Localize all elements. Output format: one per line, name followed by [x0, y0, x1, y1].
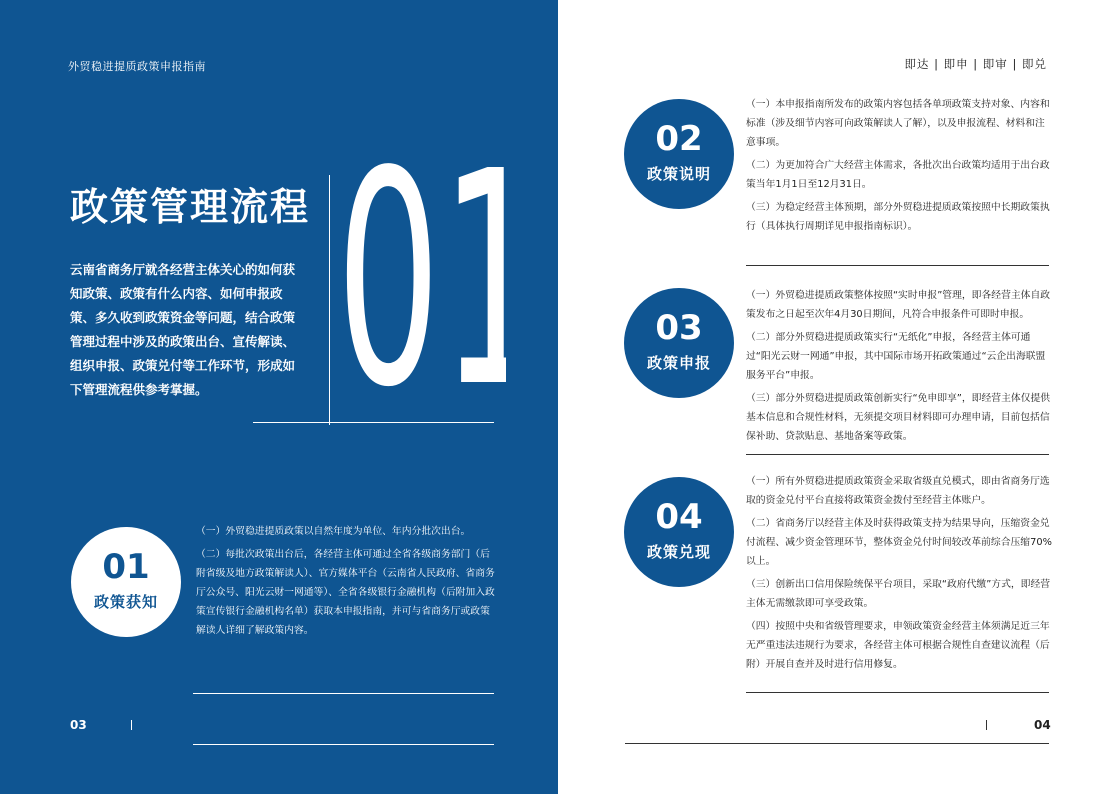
paragraph: （一）本申报指南所发布的政策内容包括各单项政策支持对象、内容和标准（涉及细节内容可向政策解读人了解），以及申报流程、材料和注意事项。	[746, 99, 1050, 148]
section-number: 01	[102, 547, 150, 587]
paragraph: （二）部分外贸稳进提质政策实行“无纸化”申报，各经营主体可通过“阳光云财一网通”申报，其中国际市场开拓政策通过“云企出海联盟服务平台”申报。	[746, 332, 1046, 381]
paragraph: （二）每批次政策出台后，各经营主体可通过全省各级商务部门（后附省级及地方政策解读人）、官方媒体平台（云南省人民政府、省商务厅公众号、阳光云财一网通等）、全省各级银行金融机构（后附加入政策宣传银行金融机构名单）获取本申报指南，并可与省商务厅或政策解读人详细了解政策内容。	[196, 549, 495, 636]
left-page	[0, 0, 558, 794]
big-number-text	[336, 160, 506, 390]
section-label: 政策获知	[93, 593, 158, 611]
horizontal-divider	[746, 454, 1049, 455]
paragraph: （一）外贸稳进提质政策以自然年度为单位、年内分批次出台。	[196, 526, 471, 537]
vertical-divider	[329, 175, 330, 425]
section-label: 政策申报	[646, 354, 711, 372]
horizontal-divider-top	[253, 422, 494, 423]
footer-tick	[131, 720, 132, 730]
section-04-text	[746, 472, 1052, 678]
page-title: 政策管理流程	[70, 185, 311, 229]
paragraph: （三）为稳定经营主体预期，部分外贸稳进提质政策按照中长期政策执行（具体执行周期详见申报指南标识）。	[746, 202, 1050, 232]
horizontal-divider	[746, 692, 1049, 693]
horizontal-divider	[746, 265, 1049, 266]
section-03-badge	[624, 288, 734, 398]
footer-line	[625, 743, 1049, 744]
section-02-text	[746, 95, 1052, 240]
paragraph: （三）部分外贸稳进提质政策创新实行“免申即享”，即经营主体仅提供基本信息和合规性材料，无须提交项目材料即可办理申请，目前包括信保补助、贷款贴息、基地备案等政策。	[746, 393, 1051, 442]
paragraph: （四）按照中央和省级管理要求，申领政策资金经营主体须满足近三年无严重违法违规行为要求，各经营主体可根据合规性自查建议流程（后附）开展自查并及时进行信用修复。	[746, 621, 1050, 670]
page-number-left: 03	[70, 718, 87, 732]
section-01-text	[196, 522, 496, 644]
footer-tick	[986, 720, 987, 730]
section-label: 政策说明	[646, 165, 711, 183]
section-number: 03	[655, 308, 703, 348]
big-number-01	[336, 160, 506, 390]
horizontal-divider	[193, 693, 494, 694]
section-label: 政策兑现	[646, 543, 711, 561]
page-number-right: 04	[1034, 718, 1051, 732]
paragraph: （一）外贸稳进提质政策整体按照“实时申报”管理，即各经营主体自政策发布之日起至次年4月30日期间，凡符合申报条件可即时申报。	[746, 290, 1051, 320]
section-number: 02	[655, 119, 703, 159]
paragraph: （二）为更加符合广大经营主体需求，各批次出台政策均适用于出台政策当年1月1日至12月31日。	[746, 160, 1050, 190]
footer-line	[193, 744, 494, 745]
section-04-badge	[624, 477, 734, 587]
paragraph: （三）创新出口信用保险统保平台项目，采取“政府代缴”方式，即经营主体无需缴款即可享受政策。	[746, 579, 1051, 609]
section-01-badge	[71, 527, 181, 637]
paragraph: （二）省商务厅以经营主体及时获得政策支持为结果导向，压缩资金兑付流程、减少资金管理环节，整体资金兑付时间较改革前综合压缩70%以上。	[746, 518, 1052, 567]
intro-text: 云南省商务厅就各经营主体关心的如何获知政策、政策有什么内容、如何申报政策、多久收到政策资金等问题，结合政策管理过程中涉及的政策出台、宣传解读、组织申报、政策兑付等工作环节，形成如下管理流程供参考掌握。	[70, 262, 296, 397]
section-03-text	[746, 286, 1052, 450]
section-number: 04	[655, 497, 703, 537]
paragraph: （一）所有外贸稳进提质政策资金采取省级直兑模式，即由省商务厅选取的资金兑付平台直接将政策资金拨付至经营主体账户。	[746, 476, 1050, 506]
left-header: 外贸稳进提质政策申报指南	[68, 60, 206, 73]
right-header: 即达 | 即申 | 即审 | 即兑	[904, 57, 1047, 71]
section-02-badge	[624, 99, 734, 209]
